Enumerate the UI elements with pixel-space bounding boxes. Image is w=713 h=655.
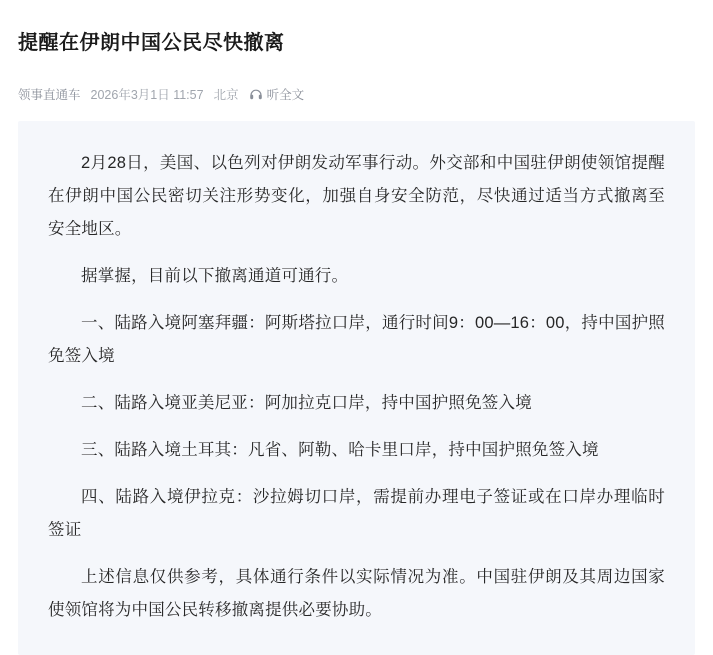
article-paragraph: 上述信息仅供参考，具体通行条件以实际情况为准。中国驻伊朗及其周边国家使领馆将为中国公民转移撤离提供必要协助。: [48, 567, 665, 619]
page-title: 提醒在伊朗中国公民尽快撤离: [18, 32, 285, 55]
meta-source: 领事直通车: [18, 87, 81, 102]
article-paragraph: 一、陆路入境阿塞拜疆：阿斯塔拉口岸，通行时间9：00—16：00，持中国护照免签入境: [48, 313, 665, 365]
article-meta: [0, 71, 713, 103]
article-page: [0, 13, 713, 655]
article-paragraph: 四、陆路入境伊拉克：沙拉姆切口岸，需提前办理电子签证或在口岸办理临时签证: [48, 487, 665, 539]
article-paragraph: 据掌握，目前以下撤离通道可通行。: [81, 266, 349, 285]
article-paragraph: 三、陆路入境土耳其：凡省、阿勒、哈卡里口岸，持中国护照免签入境: [81, 440, 599, 459]
article-body: [18, 121, 695, 655]
meta-place: 北京: [213, 87, 239, 102]
meta-datetime: 2026年3月1日 11:57: [90, 87, 204, 102]
listen-full-text-label: 听全文: [266, 87, 305, 102]
headphone-icon: [249, 87, 263, 101]
article-paragraph: 2月28日，美国、以色列对伊朗发动军事行动。外交部和中国驻伊朗使领馆提醒在伊朗中国公民密切关注形势变化，加强自身安全防范，尽快通过适当方式撤离至安全地区。: [48, 153, 665, 238]
article-paragraph: 二、陆路入境亚美尼亚：阿加拉克口岸，持中国护照免签入境: [81, 393, 532, 412]
listen-full-text-button[interactable]: [249, 85, 305, 103]
